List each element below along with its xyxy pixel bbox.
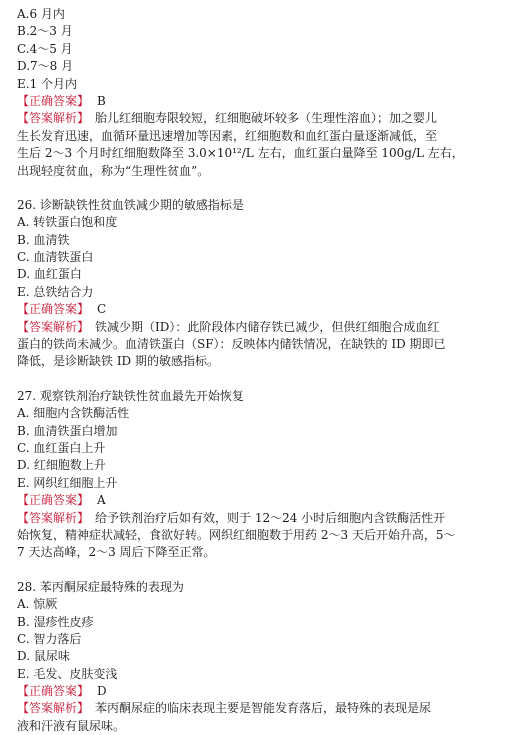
question-25-tail bbox=[17, 6, 504, 180]
option-c: C. 血红蛋白上升 bbox=[17, 440, 106, 455]
option-b: B. 湿疹性皮疹 bbox=[17, 614, 94, 629]
explanation-line-1 bbox=[17, 110, 504, 127]
answer-row bbox=[17, 93, 504, 110]
answer-value: D bbox=[97, 684, 107, 699]
answer-label: 【正确答案】 bbox=[17, 684, 90, 699]
explanation-label: 【答案解析】 bbox=[17, 701, 90, 716]
option-c: C. 智力落后 bbox=[17, 631, 82, 646]
option-b: B.2～3 月 bbox=[17, 24, 73, 39]
explanation-line-3: 7 天达高峰，2～3 周后下降至正常。 bbox=[17, 545, 216, 560]
question-28 bbox=[17, 579, 504, 735]
explanation-line-3: 生后 2～3 个月时红细胞数降至 3.0×10¹²/L 左右，血红蛋白量降至 100g/L 左右， bbox=[17, 146, 464, 161]
explanation-line-3: 降低，是诊断缺铁 ID 期的敏感指标。 bbox=[17, 354, 219, 369]
option-d: D. 红细胞数上升 bbox=[17, 458, 106, 473]
option-e: E.1 个月内 bbox=[17, 76, 78, 91]
option-d: D.7～8 月 bbox=[17, 59, 74, 74]
answer-row bbox=[17, 492, 504, 509]
explanation-label: 【答案解析】 bbox=[17, 510, 90, 525]
option-a: A. 惊厥 bbox=[17, 597, 58, 612]
option-b: B. 血清铁蛋白增加 bbox=[17, 423, 118, 438]
explanation-text: 苯丙酮尿症的临床表现主要是智能发育落后，最特殊的表现是尿 bbox=[95, 701, 432, 716]
answer-value: C bbox=[97, 302, 107, 317]
question-title: 26. 诊断缺铁性贫血铁减少期的敏感指标是 bbox=[17, 197, 244, 212]
explanation-line-2: 液和汗液有鼠尿味。 bbox=[17, 718, 126, 733]
option-e: E. 毛发、皮肤变浅 bbox=[17, 666, 118, 681]
answer-label: 【正确答案】 bbox=[17, 493, 90, 508]
answer-label: 【正确答案】 bbox=[17, 93, 90, 108]
option-d: D. 血红蛋白 bbox=[17, 267, 82, 282]
answer-value: B bbox=[97, 93, 106, 108]
explanation-line-4: 出现轻度贫血，称为“生理性贫血”。 bbox=[17, 163, 210, 178]
option-d: D. 鼠尿味 bbox=[17, 649, 70, 664]
option-a: A.6 月内 bbox=[17, 7, 65, 21]
explanation-text: 铁减少期（ID）：此阶段体内储存铁已减少，但供红细胞合成血红 bbox=[95, 319, 440, 334]
explanation-line-1 bbox=[17, 700, 504, 717]
explanation-label: 【答案解析】 bbox=[17, 319, 90, 334]
answer-row bbox=[17, 301, 504, 318]
explanation-line-2: 生长发育迅速，血循环量迅速增加等因素，红细胞数和血红蛋白量逐渐减低，至 bbox=[17, 128, 438, 143]
explanation-line-1 bbox=[17, 510, 504, 527]
option-e: E. 网织红细胞上升 bbox=[17, 475, 118, 490]
answer-value: A bbox=[97, 493, 106, 508]
option-a: A. 细胞内含铁酶活性 bbox=[17, 406, 130, 421]
question-27 bbox=[17, 388, 504, 562]
explanation-line-1 bbox=[17, 319, 504, 336]
explanation-line-2: 蛋白的铁尚未减少。血清铁蛋白（SF）：反映体内储铁情况，在缺铁的 ID 期即已 bbox=[17, 337, 446, 352]
option-a: A. 转铁蛋白饱和度 bbox=[17, 215, 118, 230]
explanation-line-2: 始恢复，精神症状减轻，食欲好转。网织红细胞数于用药 2～3 天后开始升高，5～ bbox=[17, 527, 456, 542]
question-title: 28. 苯丙酮尿症最特殊的表现为 bbox=[17, 579, 184, 594]
option-c: C. 血清铁蛋白 bbox=[17, 250, 94, 265]
question-title: 27. 观察铁剂治疗缺铁性贫血最先开始恢复 bbox=[17, 388, 244, 403]
option-c: C.4～5 月 bbox=[17, 41, 73, 56]
question-26 bbox=[17, 197, 504, 371]
option-b: B. 血清铁 bbox=[17, 232, 70, 247]
option-e: E. 总铁结合力 bbox=[17, 284, 94, 299]
explanation-label: 【答案解析】 bbox=[17, 111, 90, 126]
answer-row bbox=[17, 683, 504, 700]
answer-label: 【正确答案】 bbox=[17, 302, 90, 317]
explanation-text: 胎儿红细胞寿限较短，红细胞破坏较多（生理性溶血）；加之婴儿 bbox=[95, 111, 438, 126]
explanation-text: 给予铁剂治疗后如有效，则于 12～24 小时后细胞内含铁酶活性开 bbox=[95, 510, 446, 525]
